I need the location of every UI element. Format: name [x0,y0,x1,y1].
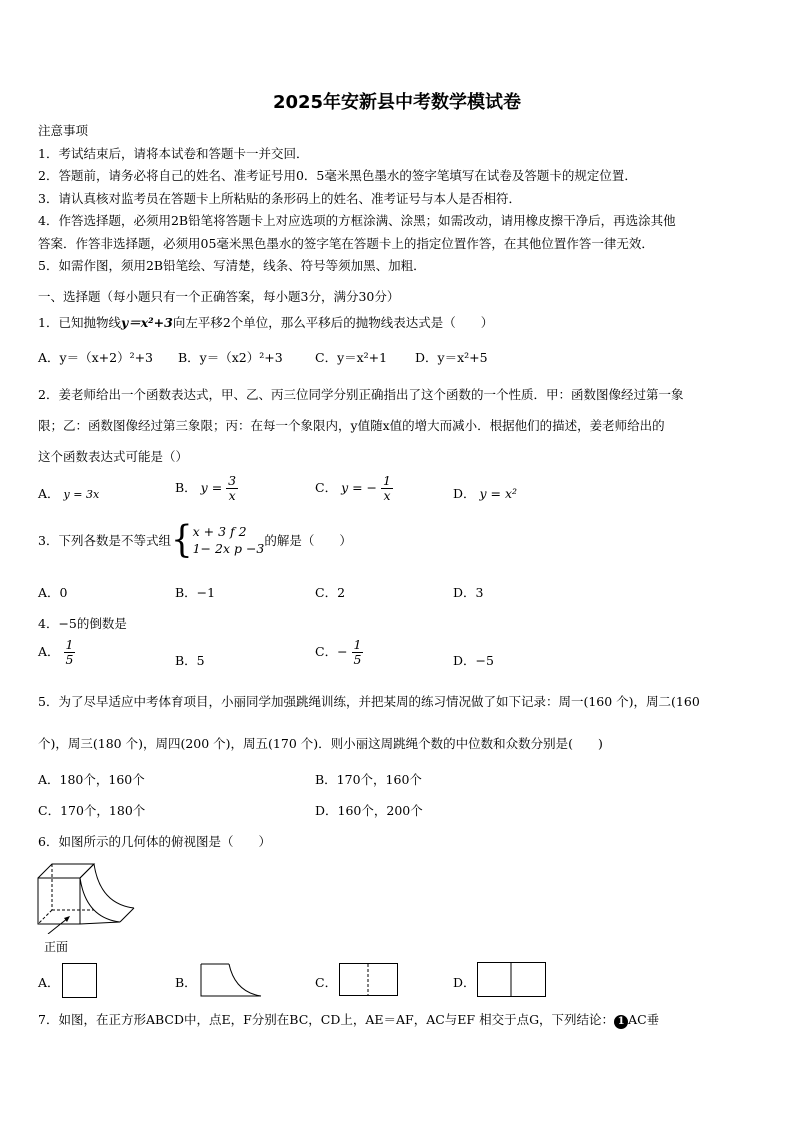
q3-inequality-system [193,523,265,557]
q5-line-1: 5．为了尽早适应中考体育项目，小丽同学加强跳绳训练，并把某周的练习情况做了如下记录：周一(160 个)，周二(160 [38,694,700,709]
q2-option-a-label: A． [38,486,60,501]
q2-option-b-fraction [226,474,238,503]
front-view-label: 正面 [44,940,69,954]
q2-option-b-label: B． [175,480,197,495]
brace-icon: { [170,518,193,562]
q2-option-c-prefix: y = − [341,480,378,495]
question-1-stem [38,313,493,331]
notes-heading: 注意事项 [38,123,89,138]
q2-option-c [315,474,393,503]
q6-option-c-label: C． [315,975,338,990]
q4-option-a-fraction [64,638,76,667]
q3-option-b: B．−1 [175,585,216,600]
q3-stem-a: 3．下列各数是不等式组 [38,533,171,548]
q2-option-b [175,474,238,503]
notes-item: 1．考试结束后，请将本试卷和答题卡一并交回． [38,145,309,161]
q3-option-c: C．2 [315,585,346,600]
q2-option-d-expr: y = x² [479,486,518,501]
q2-option-b-denominator: x [228,488,236,503]
q4-stem: 4．−5的倒数是 [38,616,127,631]
q4-option-c [315,638,363,667]
q2-option-c-numerator: 1 [383,473,391,488]
q6-option-b-figure [199,962,263,998]
q5-option-d: D．160个，200个 [315,803,423,818]
q6-option-d-label: D． [453,975,476,990]
q3-stem-b: 的解是（ ） [264,533,352,548]
q4-option-b: B．5 [175,653,205,668]
q3-option-a: A．0 [38,585,68,600]
q2-option-c-label: C． [315,480,338,495]
q2-option-a-expr: y = 3x [63,488,100,501]
q4-option-c-numerator: 1 [353,637,362,652]
q5-option-b: B．170个，160个 [315,772,422,787]
q1-equation: y＝x²+3 [120,315,173,330]
q2-line-3: 这个函数表达式可能是（） [38,449,189,464]
q1-option-c: C．y＝x²+1 [315,350,388,365]
q1-stem-a: 1．已知抛物线 [38,315,121,330]
notes-item: 5．如需作图，须用2B铅笔绘、写清楚，线条、符号等须加黑、加粗． [38,258,426,273]
page-title: 2025年安新县中考数学模试卷 [272,92,522,113]
q2-option-a [38,484,99,502]
q4-option-d: D．−5 [453,653,494,668]
q4-option-c-label: C．− [315,644,348,659]
q2-option-c-fraction [381,474,393,503]
question-7-stem [38,1010,659,1029]
q6-option-c-figure [339,963,399,997]
q3-option-d: D．3 [453,585,484,600]
question-3-stem [38,518,352,562]
q1-option-b: B．y＝（x2）²+3 [178,350,283,365]
q6-option-a-figure [62,963,97,998]
q2-line-2: 限；乙：函数图像经过第三象限；丙：在每一个象限内，y值随x值的增大而减小．根据他们的描述，姜老师给出的 [38,418,665,433]
q1-option-d: D．y＝x²+5 [415,350,488,365]
q5-line-2: 个)，周三(180 个)，周四(200 个)，周五(170 个)．则小丽这周跳绳个数的中位数和众数分别是( ) [38,736,603,751]
circled-number-icon: 1 [614,1015,628,1029]
q7-tail: AC垂 [628,1012,660,1027]
notes-item: 4．作答选择题，必须用2B铅笔将答题卡上对应选项的方框涂满、涂黑；如需改动，请用橡皮擦干净后，再选涂其他 [38,213,676,228]
notes-item: 2．答题前，请务必将自己的姓名、准考证号用0．5毫米黑色墨水的签字笔填写在试卷及答题卡的规定位置． [38,168,637,183]
notes-item: 答案．作答非选择题，必须用05毫米黑色墨水的签字笔在答题卡上的指定位置作答，在其他位置作答一律无效． [38,235,654,251]
q4-option-a-denominator: 5 [65,652,74,667]
q2-option-b-prefix: y = [200,480,223,495]
q1-option-a: A．y＝（x+2）²+3 [38,350,154,365]
q2-option-c-denominator: x [383,488,391,503]
notes-item: 3．请认真核对监考员在答题卡上所粘贴的条形码上的姓名、准考证号与本人是否相符． [38,190,521,206]
q6-stem: 6．如图所示的几何体的俯视图是（ ） [38,834,271,849]
q2-option-d [453,484,517,502]
q4-option-a-label: A． [38,644,60,659]
q2-option-d-label: D． [453,486,476,501]
q3-inequality-2: 1− 2x p −3 [192,541,265,556]
q4-option-a [38,638,75,667]
section-heading: 一、选择题（每小题只有一个正确答案，每小题3分，满分30分） [38,289,400,304]
geometric-solid-figure [34,860,140,934]
q4-option-c-denominator: 5 [353,652,362,667]
q4-option-a-numerator: 1 [65,637,74,652]
q1-stem-b: 向左平移2个单位，那么平移后的抛物线表达式是（ ） [172,315,494,330]
q2-line-1: 2．姜老师给出一个函数表达式，甲、乙、丙三位同学分别正确指出了这个函数的一个性质．甲：函数图像经过第一象 [38,387,684,402]
q7-stem: 7．如图，在正方形ABCD中，点E，F分别在BC，CD上，AE＝AF，AC与EF 相交于点G，下列结论： [38,1012,615,1027]
q2-option-b-numerator: 3 [228,473,237,488]
q3-inequality-1: x + 3 f 2 [192,524,247,539]
q6-option-d-figure [477,962,547,998]
q6-option-b-label: B． [175,975,197,990]
q5-option-c: C．170个，180个 [38,803,146,818]
notes-block [38,120,760,278]
q5-option-a: A．180个，160个 [38,772,145,787]
q4-option-c-fraction [352,638,364,667]
q6-option-a-label: A． [38,975,60,990]
